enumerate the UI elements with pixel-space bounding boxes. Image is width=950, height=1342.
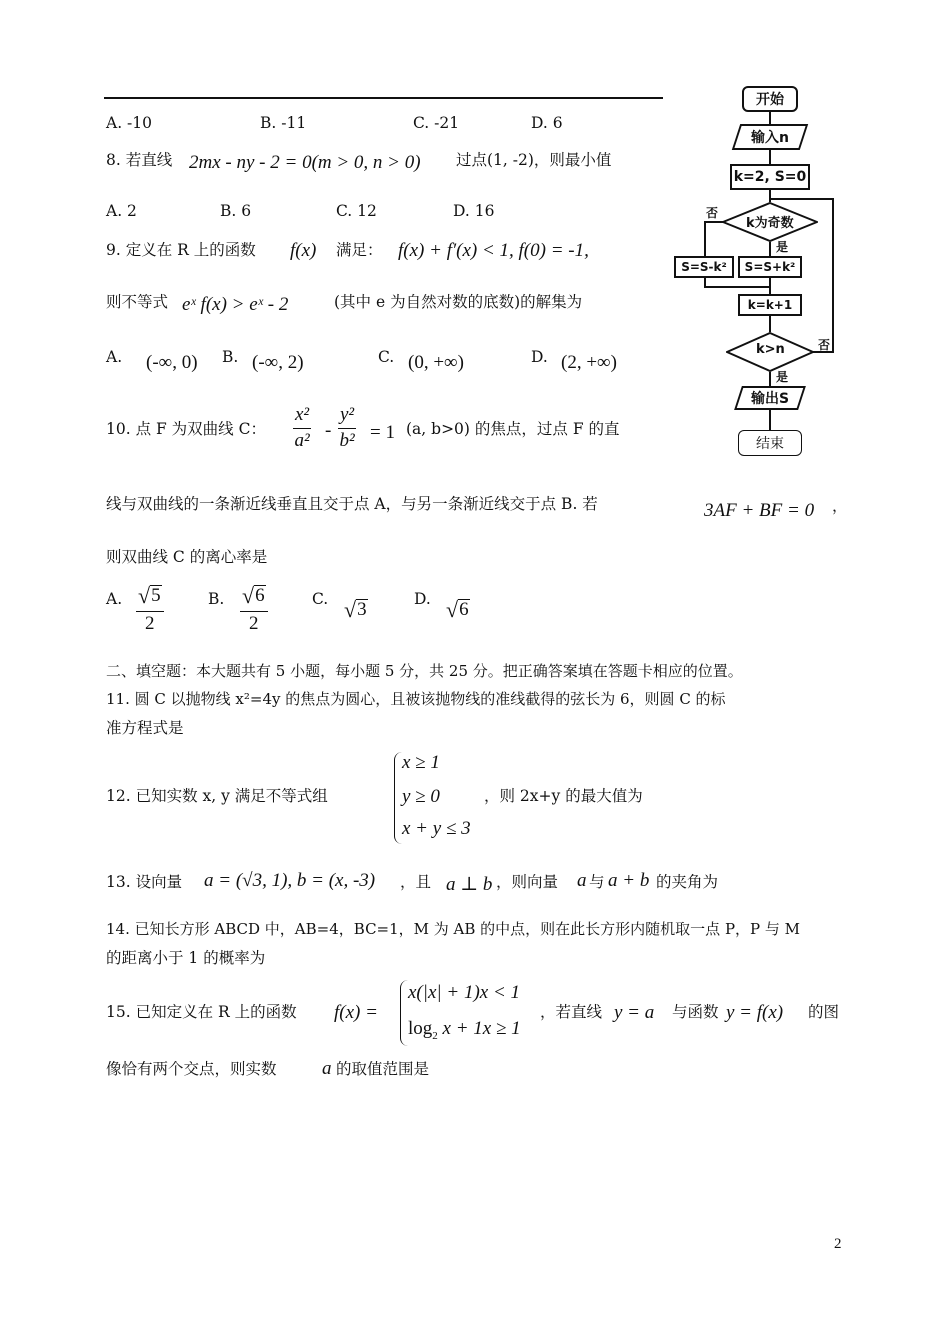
- q9-option-b-label: B.: [222, 348, 239, 366]
- q10-frac2-num: y²: [338, 405, 356, 429]
- q10-frac1-den: a²: [294, 429, 310, 451]
- q9-option-a-label: A.: [106, 348, 123, 366]
- q8-option-d: D. 16: [453, 202, 495, 220]
- q9-condition: f(x) + f′(x) < 1, f(0) = -1,: [398, 240, 589, 261]
- q9-option-d-label: D.: [531, 348, 548, 366]
- q10-a-radicand: 5: [151, 585, 161, 606]
- flowchart-arrow: [769, 150, 771, 164]
- flowchart-input: [732, 124, 808, 150]
- q10-fraction-1: [293, 405, 311, 452]
- q10-comma: ，: [832, 497, 848, 515]
- q8-suffix: 过点(1, -2)，则最小值: [456, 151, 612, 169]
- q8-option-a: A. 2: [106, 202, 137, 220]
- q14-line1: 14. 已知长方形 ABCD 中，AB=4，BC=1，M 为 AB 的中点，则在此长方形内随机取一点 P，P 与 M: [106, 920, 801, 938]
- flowchart-arrow: [769, 372, 771, 386]
- flowchart-loop-top: [770, 198, 834, 200]
- flowchart-end: 结束: [738, 430, 802, 456]
- q10-option-d-value: √ 6: [446, 596, 469, 622]
- q9-option-c-value: (0, +∞): [408, 352, 464, 373]
- q9-option-d-value: (2, +∞): [561, 352, 617, 373]
- q15-func: f(x) =: [334, 1002, 378, 1023]
- q9-prefix: 9. 定义在 R 上的函数: [106, 241, 256, 259]
- q13-suffix: 的夹角为: [656, 873, 719, 891]
- q7-option-b: B. -11: [260, 114, 307, 132]
- q10-fraction-2: [338, 405, 356, 452]
- q10-option-d-label: D.: [414, 590, 431, 608]
- q9-line2-suffix: (其中 e 为自然对数的底数)的解集为: [334, 293, 583, 311]
- flowchart-cond2-label: k>n: [756, 342, 785, 357]
- flowchart-start: 开始: [742, 86, 798, 112]
- flowchart-branch-left: [704, 221, 724, 223]
- flowchart-output: [734, 386, 806, 410]
- q13-with: 与: [589, 873, 605, 891]
- q10-eq: = 1: [370, 422, 395, 443]
- q10-option-b-value: √ 6 2: [240, 582, 268, 635]
- q10-b-den: 2: [249, 612, 259, 634]
- q8-equation: 2mx - ny - 2 = 0(m > 0, n > 0): [189, 152, 421, 173]
- top-rule: [104, 97, 663, 99]
- q13-vector-a: a: [577, 870, 587, 891]
- q15-brace: [400, 980, 408, 1046]
- q15-line2-prefix: 像恰有两个交点，则实数: [106, 1060, 277, 1078]
- q13-mid: ，且: [400, 873, 432, 891]
- flowchart-arrow: [769, 112, 771, 124]
- q10-condition: (a, b>0) 的焦点，过点 F 的直: [406, 420, 620, 438]
- q13-vector-sum: a + b: [608, 870, 650, 891]
- flowchart-cond1-label: k为奇数: [746, 216, 794, 231]
- q10-line3: 则双曲线 C 的离心率是: [106, 548, 268, 566]
- q7-option-a: A. -10: [106, 114, 153, 132]
- q10-option-b-label: B.: [208, 590, 225, 608]
- flowchart-arrow: [769, 242, 771, 256]
- q9-inequality: eˣ f(x) > eˣ - 2: [182, 294, 289, 315]
- q9-middle: 满足：: [336, 241, 383, 259]
- flowchart-no2: 否: [818, 338, 831, 352]
- q9-option-c-label: C.: [378, 348, 395, 366]
- flowchart-branch-left-down: [704, 221, 706, 257]
- q12-constraint-1: x ≥ 1: [402, 752, 440, 773]
- flowchart-yes2: 是: [776, 370, 789, 384]
- q15-line2-suffix: 的取值范围是: [336, 1060, 430, 1078]
- q15-log: log: [408, 1018, 433, 1039]
- flowchart-increment: k=k+1: [738, 294, 802, 316]
- page-number: 2: [834, 1236, 842, 1252]
- q9-line2-prefix: 则不等式: [106, 293, 169, 311]
- q13-prefix: 13. 设向量: [106, 873, 183, 891]
- q10-option-c-value: √ 3: [344, 596, 367, 622]
- q10-option-a-label: A.: [106, 590, 123, 608]
- q15-mid: ，若直线: [540, 1003, 603, 1021]
- q14-line2: 的距离小于 1 的概率为: [106, 949, 266, 967]
- flowchart-merge: [704, 286, 770, 288]
- q10-a-den: 2: [145, 612, 155, 634]
- q8-prefix: 8. 若直线: [106, 151, 173, 169]
- flowchart-yes1: 是: [776, 240, 789, 254]
- q9-func: f(x): [290, 240, 317, 261]
- q10-minus: -: [325, 420, 332, 441]
- flowchart-output-label: 输出S: [750, 391, 790, 407]
- q15-suffix: 的图: [808, 1003, 840, 1021]
- flowchart-arrow: [769, 410, 771, 430]
- flowchart-loop-right: [832, 198, 834, 352]
- q7-option-c: C. -21: [413, 114, 460, 132]
- flowchart-add: S=S+k²: [738, 256, 802, 278]
- q8-option-b: B. 6: [220, 202, 252, 220]
- flowchart-input-label: 输入n: [751, 130, 789, 146]
- q12-prefix: 12. 已知实数 x, y 满足不等式组: [106, 787, 328, 805]
- q10-b-radicand: 6: [255, 585, 265, 606]
- flowchart-arrow: [769, 316, 771, 332]
- q11-line1: 11. 圆 C 以抛物线 x²=4y 的焦点为圆心，且被该抛物线的准线截得的弦长为 6，则圆 C 的标: [106, 690, 726, 708]
- flowchart-init: k=2, S=0: [730, 164, 810, 190]
- q10-c-radicand: 3: [357, 599, 367, 620]
- flowchart-no1: 否: [706, 206, 719, 220]
- flowchart-arrow: [769, 190, 771, 202]
- q15-case-2-expr: x + 1x ≥ 1: [442, 1018, 521, 1039]
- q10-frac2-den: b²: [339, 429, 355, 451]
- q12-brace: [394, 752, 402, 844]
- section2-header: 二、填空题：本大题共有 5 小题，每小题 5 分，共 25 分。把正确答案填在答题卡相应的位置。: [106, 662, 743, 680]
- q13-perp: a ⊥ b: [446, 874, 493, 895]
- q15-var: a: [322, 1058, 332, 1079]
- q10-option-a-value: √ 5 2: [136, 582, 164, 635]
- q10-d-radicand: 6: [459, 599, 469, 620]
- q15-func2: y = f(x): [726, 1002, 784, 1023]
- q9-option-b-value: (-∞, 2): [252, 352, 304, 373]
- q10-vector-eq: 3AF + BF = 0: [704, 500, 815, 521]
- q7-option-d: D. 6: [531, 114, 563, 132]
- q15-mid2: 与函数: [672, 1003, 719, 1021]
- q13-vectors: a = (√3, 1), b = (x, -3): [204, 870, 376, 891]
- flowchart-subtract: S=S-k²: [674, 256, 734, 278]
- q15-case-1: x(|x| + 1)x < 1: [408, 982, 521, 1003]
- q15-log-base: 2: [432, 1029, 438, 1042]
- q13-mid2: ，则向量: [496, 873, 559, 891]
- q12-constraint-2: y ≥ 0: [402, 786, 440, 807]
- q10-frac1-num: x²: [293, 405, 311, 429]
- q12-suffix: ，则 2x+y 的最大值为: [484, 787, 643, 805]
- q15-line: y = a: [614, 1002, 655, 1023]
- q15-prefix: 15. 已知定义在 R 上的函数: [106, 1003, 297, 1021]
- q10-option-c-label: C.: [312, 590, 329, 608]
- q12-constraint-3: x + y ≤ 3: [402, 818, 471, 839]
- q15-case-2: [408, 1018, 521, 1042]
- q10-line2: 线与双曲线的一条渐近线垂直且交于点 A，与另一条渐近线交于点 B. 若: [106, 495, 598, 513]
- q10-prefix: 10. 点 F 为双曲线 C：: [106, 420, 266, 438]
- q11-line2: 准方程式是: [106, 719, 184, 737]
- q8-option-c: C. 12: [336, 202, 377, 220]
- q9-option-a-value: (-∞, 0): [146, 352, 198, 373]
